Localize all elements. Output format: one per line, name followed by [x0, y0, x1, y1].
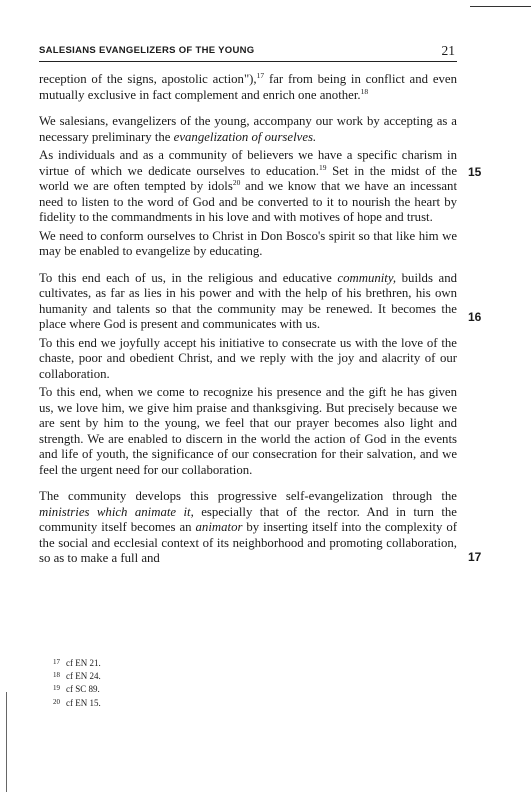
- page-body: [39, 72, 457, 570]
- footnote-item: [53, 656, 101, 669]
- paragraph-3: [39, 148, 457, 226]
- emphasis-text: ministries which animate it,: [39, 504, 194, 519]
- footnote-item: [53, 669, 101, 682]
- footnote-text: cf EN 21.: [66, 658, 101, 668]
- emphasis-text: animator: [195, 520, 243, 534]
- footnote-item: [53, 682, 101, 695]
- footnote-ref-20: 20: [232, 178, 241, 187]
- text-run: especially that of the rector. And in turn the community itself becomes an: [39, 504, 457, 534]
- text-run: The community develops this progressive self-evangelization through the: [39, 489, 457, 503]
- text-run: builds and cultivates, as far as lies in his power and with the help of his brethren, his own humanity and talents so that the community may be renewed. It becomes the place where God is present and communicates with us.: [39, 270, 457, 331]
- footnote-number: 17: [53, 658, 60, 666]
- footnote-number: 20: [53, 697, 60, 706]
- paragraph-6: To this end we joyfully accept his initiative to consecrate us with the love of the chaste, poor and obedient Christ, and we reply with the joy and alacrity of our collaboration.: [39, 335, 457, 381]
- footnote-number: 18: [53, 671, 60, 680]
- text-run: Set in the midst of the world we are often tempted by idols: [39, 163, 457, 193]
- page-number: 21: [441, 43, 455, 58]
- paragraph-2: [39, 114, 457, 145]
- paragraph-1: [39, 72, 457, 103]
- footnote-item: [53, 696, 101, 709]
- footnote-ref-17: 17: [256, 71, 265, 80]
- margin-number-15: 15: [468, 165, 482, 179]
- emphasis-text: community,: [337, 270, 397, 285]
- footnote-ref-19: 19: [319, 162, 327, 172]
- text-run: far from being in conflict and even mutually exclusive in fact complement and enrich one another.: [39, 72, 458, 102]
- paragraph-7: To this end, when we come to recognize his presence and the gift he has given us, we love him, we give him praise and thanksgiving. But precisely because we are sent by him to the young, we feel that our prayer becomes also light and strength. We are enabled to discern in the world the action of God in the events and life of youth, the significance of our consecration for their salvation, and we feel the urgent need for our collaboration.: [39, 385, 457, 477]
- text-run: and we know that we have an incessant need to listen to the word of God and be converted to it to nourish the heart by fidelity to the commandments in his love and with motives of hope and trust.: [39, 179, 458, 224]
- running-head: SALESIANS EVANGELIZERS OF THE YOUNG: [39, 45, 255, 56]
- footnote-ref-18: 18: [360, 86, 369, 96]
- binding-edge-line: [6, 692, 7, 792]
- top-edge-line: [470, 6, 531, 7]
- margin-number-17: 17: [468, 550, 482, 564]
- page-header: [39, 43, 457, 62]
- emphasis-text: evangelization of ourselves.: [173, 129, 317, 144]
- text-run: As individuals and as a community of believers we have a specific charism in virtue of which we dedicate ourselves to education.: [39, 148, 457, 178]
- footnote-text: cf EN 24.: [66, 671, 101, 682]
- paragraph-5: [39, 271, 457, 333]
- footnote-text: cf SC 89.: [66, 684, 100, 695]
- text-run: by inserting itself into the complexity of the social and ecclesial context of its neighborhood and promoting collaboration, so as to make a full and: [39, 520, 457, 565]
- margin-number-16: 16: [468, 310, 482, 324]
- text-run: To this end each of us, in the religious and educative: [39, 270, 338, 285]
- footnote-text: cf EN 15.: [66, 697, 101, 708]
- text-run: reception of the signs, apostolic action"),: [39, 72, 257, 86]
- text-run: We salesians, evangelizers of the young, accompany our work by accepting as a necessary preliminary the: [39, 114, 457, 144]
- footnotes: [53, 656, 101, 709]
- paragraph-8: [39, 489, 457, 567]
- paragraph-4: We need to conform ourselves to Christ in Don Bosco's spirit so that like him we may be enabled to evangelize by educating.: [39, 228, 457, 258]
- footnote-number: 19: [53, 684, 60, 693]
